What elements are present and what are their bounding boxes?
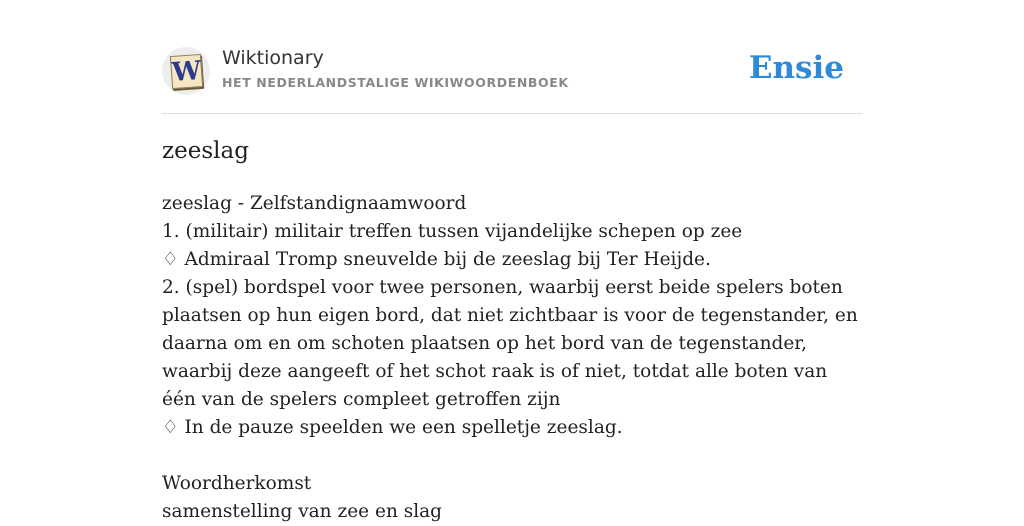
definition-2: 2. (spel) bordspel voor twee personen, waarbij eerst beide spelers boten plaatsen op hun eigen bord, dat niet zichtbaar is voor de tegenstander, en daarna om en om schoten plaatsen op het bord van de tegenstander, waarbij deze aangeeft of het schot raak is of niet, totdat alle boten van één van de spelers compleet getroffen zijn [162, 277, 858, 410]
site-name[interactable]: Wiktionary [222, 47, 324, 69]
site-header [162, 45, 862, 97]
wiktionary-logo-icon[interactable] [162, 47, 210, 95]
example-1: ♢ Admiraal Tromp sneuvelde bij de zeeslag bij Ter Heijde. [162, 249, 711, 270]
spacer [162, 442, 862, 470]
etymology-text: samenstelling van zee en slag [162, 501, 443, 522]
entry-content [162, 190, 862, 526]
definition-1: 1. (militair) militair treffen tussen vijandelijke schepen op zee [162, 221, 743, 242]
logo-letter: W [171, 56, 203, 88]
page-title: zeeslag [162, 138, 249, 164]
site-tagline: HET NEDERLANDSTALIGE WIKIWOORDENBOEK [222, 75, 569, 90]
example-2: ♢ In de pauze speelden we een spelletje zeeslag. [162, 417, 623, 438]
header-divider [162, 113, 862, 114]
entry-heading: zeeslag - Zelfstandignaamwoord [162, 193, 467, 214]
ensie-brand-logo[interactable]: Ensie [748, 50, 844, 86]
etymology-heading: Woordherkomst [162, 473, 312, 494]
logo-tile [170, 54, 203, 89]
